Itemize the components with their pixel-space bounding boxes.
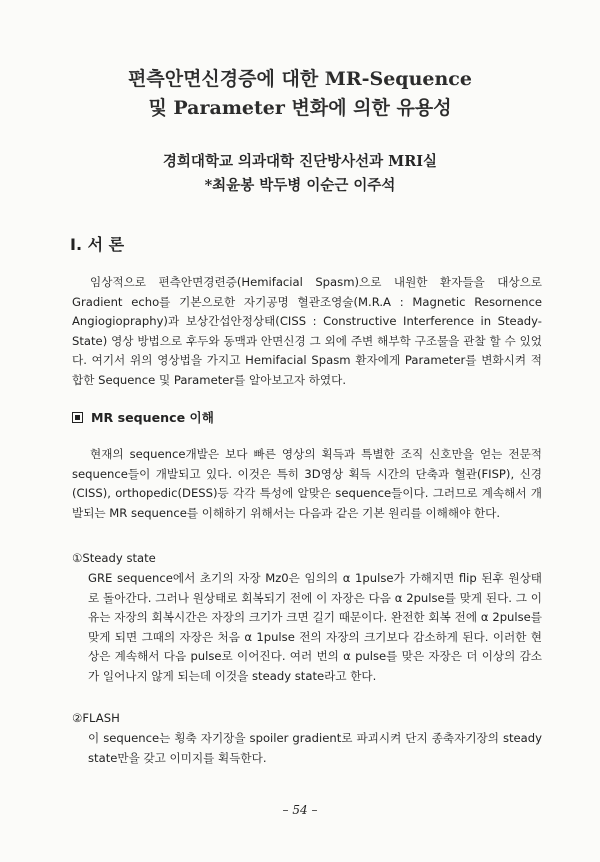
paper-title-line2: 및 Parameter 변화에 의한 유용성 [148, 97, 452, 119]
filled-square-bullet-icon [72, 412, 83, 423]
section-heading-introduction: I. 서 론 [70, 235, 125, 254]
item-heading-flash: ②FLASH [72, 711, 120, 725]
item-body-steady-state: GRE sequence에서 초기의 자장 Mz0은 임의의 α 1pulse가 가해지면 flip 된후 원상태로 돌아간다. 그러나 원상태로 회복되기 전에 이 자장은 다음 α 2pulse를 맞게 된다. 그 이유는 자장의 회복시간은 자장의 크기가 크면 길기 때문이다. 완전한 회복 전에 α 2pulse를 맞게 되면 그때의 자장은 처음 α 1pulse 전의 자장의 크기보다 감소하게 된다. 이러한 현상은 계속해서 다음 pulse로 이어진다. 여러 번의 α pulse를 맞은 자장은 더 이상의 감소가 일어나지 않게 되는데 이것을 steady state라고 한다. [88, 571, 542, 683]
item-body-flash: 이 sequence는 횡축 자기장을 spoiler gradient로 파괴시켜 단지 종축자기장의 steady state만을 갖고 이미지를 획득한다. [88, 731, 542, 765]
section-heading-mr-sequence [72, 407, 214, 426]
section-heading-label: MR sequence 이해 [91, 410, 214, 425]
paper-title-line1: 편측안면신경증에 대한 MR-Sequence [128, 68, 472, 90]
page-number: – 54 – [282, 803, 318, 817]
affiliation: 경희대학교 의과대학 진단방사선과 MRI실 [162, 153, 438, 170]
introduction-paragraph: 임상적으로 편측안면경련증(Hemifacial Spasm)으로 내원한 환자들을 대상으로 Gradient echo를 기본으로한 자기공명 혈관조영술(M.R.A : Magnetic Resornence Angiogiopraphy)과 보상간섭안정상태(CISS : Constructive Interference in Steady-State) 영상 방법으로 후두와 동맥과 안면신경 그 외에 주변 해부학 구조물을 관찰 할 수 있었다. 여기서 위의 영상법을 가지고 Hemifacial Spasm 환자에게 Parameter를 변화시켜 적합한 Sequence 및 Parameter를 알아보고자 하였다. [72, 275, 542, 387]
authors: *최윤봉 박두병 이순근 이주석 [204, 177, 396, 194]
mr-sequence-paragraph: 현재의 sequence개발은 보다 빠른 영상의 획득과 특별한 조직 신호만을 얻는 전문적 sequence들이 개발되고 있다. 이것은 특히 3D영상 획득 시간의 단축과 혈관(FISP), 신경(CISS), orthopedic(DESS)등 각각 특성에 알맞은 sequence들이다. 그러므로 계속해서 개발되는 MR sequence를 이해하기 위해서는 다음과 같은 기본 원리를 이해해야 한다. [72, 447, 542, 520]
item-heading-steady-state: ①Steady state [72, 551, 156, 565]
